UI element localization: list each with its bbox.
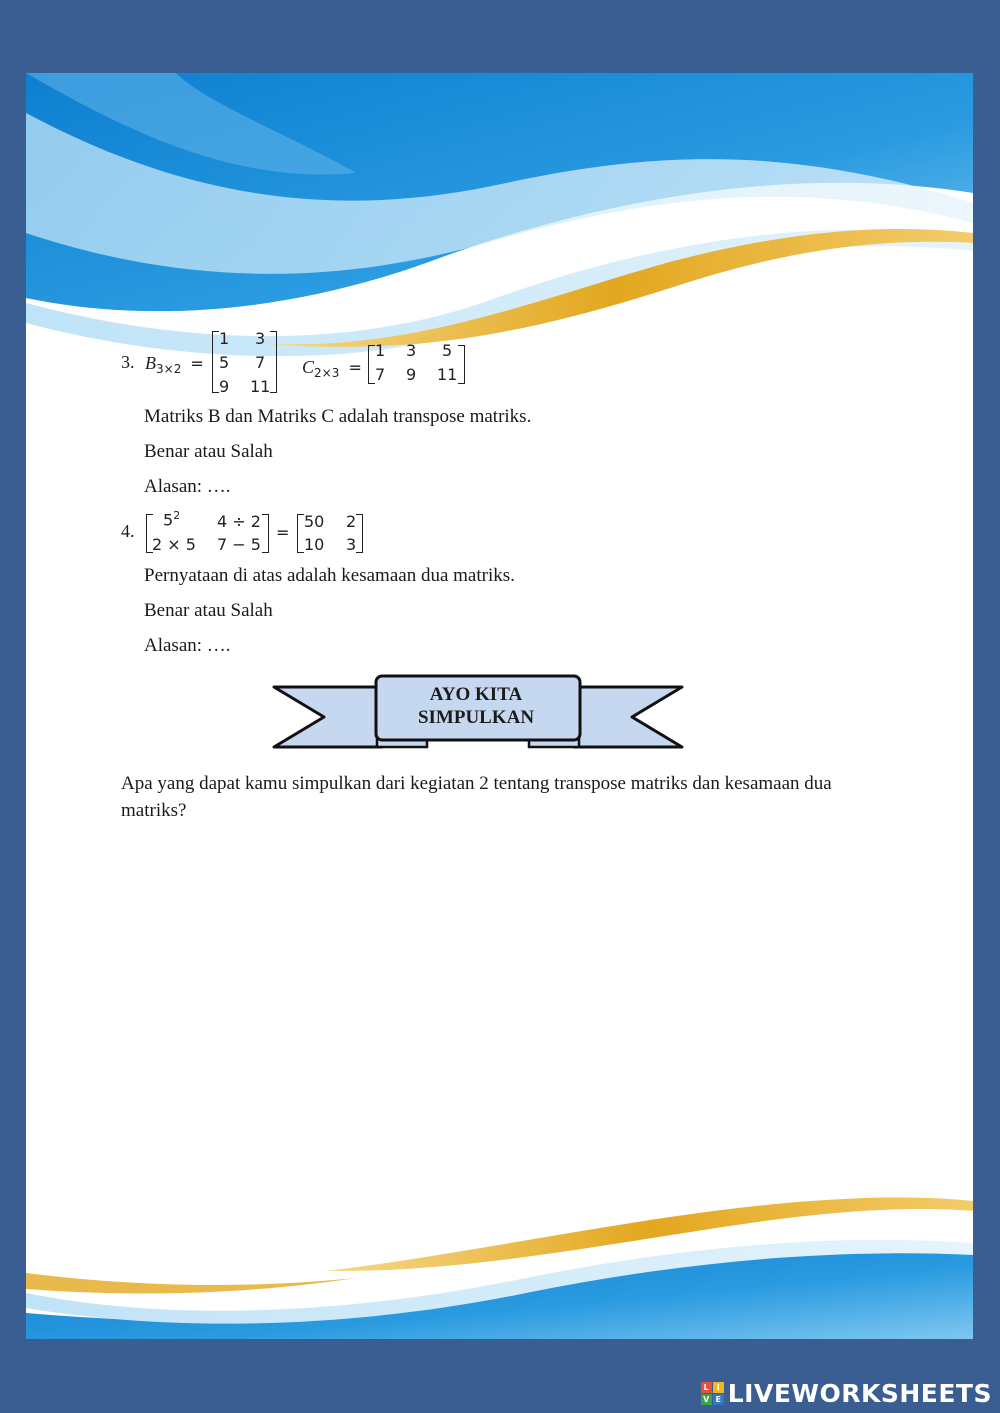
logo-grid-cell: V — [701, 1394, 712, 1405]
bracket-right — [356, 514, 363, 553]
matrix-c-cell: 9 — [406, 365, 417, 384]
liveworksheets-logo[interactable] — [701, 1378, 992, 1408]
matrix-b-cell: 1 — [219, 329, 230, 348]
q4-equals: = — [276, 523, 290, 542]
q4-choice: Benar atau Salah — [144, 600, 273, 621]
bracket-right — [270, 331, 277, 393]
matrix-c-cell: 7 — [375, 365, 386, 384]
matrix-c-cell: 3 — [406, 341, 417, 360]
q3-choice: Benar atau Salah — [144, 441, 273, 462]
banner-line1: AYO KITA — [429, 684, 523, 705]
matrix-right-cell: 2 — [346, 512, 357, 531]
matrix-c-cell: 1 — [375, 341, 386, 360]
matrix-c-cell: 11 — [437, 365, 458, 384]
q4-number: 4. — [121, 521, 135, 541]
logo-wordmark: LIVEWORKSHEETS — [727, 1378, 992, 1408]
bracket-left — [297, 514, 304, 553]
q4-reason: Alasan: …. — [144, 635, 231, 656]
matrix-b-cell: 3 — [255, 329, 266, 348]
logo-grid-cell: E — [713, 1394, 724, 1405]
matrix-right-cell: 10 — [304, 535, 325, 554]
bracket-right — [458, 345, 465, 384]
q3-number: 3. — [121, 352, 135, 372]
q4-statement: Pernyataan di atas adalah kesamaan dua matriks. — [144, 565, 515, 586]
banner-line2: SIMPULKAN — [417, 707, 535, 728]
conclusion-line2: matriks? — [121, 800, 187, 821]
matrix-b-cell: 7 — [255, 353, 266, 372]
matrix-right-cell: 3 — [346, 535, 357, 554]
logo-grid-cell: L — [701, 1382, 712, 1393]
matrix-right-cell: 50 — [304, 512, 325, 531]
logo-grid-cell: I — [713, 1382, 724, 1393]
bottom-wave-decoration — [26, 1193, 973, 1339]
matrix-b-cell: 5 — [219, 353, 230, 372]
bracket-left — [368, 345, 375, 384]
q3-c-label: $C_{2\times 3}$ = — [302, 357, 362, 381]
matrix-b-cell: 9 — [219, 377, 230, 396]
matrix-left-cell: $5^2$ — [163, 509, 181, 530]
q3-reason: Alasan: …. — [144, 476, 231, 497]
bracket-left — [212, 331, 219, 393]
worksheet-page — [26, 73, 973, 1339]
answer-area[interactable] — [121, 843, 881, 1173]
matrix-c-cell: 5 — [442, 341, 453, 360]
matrix-left-cell: 7 − 5 — [217, 535, 261, 554]
top-wave-decoration — [26, 73, 973, 373]
q3-b-label: $B_{3\times 2}$ = — [145, 353, 204, 377]
bracket-right — [262, 514, 269, 553]
logo-grid-icon — [701, 1382, 724, 1405]
q3-statement: Matriks B dan Matriks C adalah transpose matriks. — [144, 406, 532, 427]
conclusion-line1: Apa yang dapat kamu simpulkan dari kegiatan 2 tentang transpose matriks dan kesamaan dua — [121, 773, 832, 794]
matrix-b-cell: 11 — [250, 377, 271, 396]
matrix-left-cell: 4 ÷ 2 — [217, 512, 261, 531]
matrix-left-cell: 2 × 5 — [152, 535, 196, 554]
